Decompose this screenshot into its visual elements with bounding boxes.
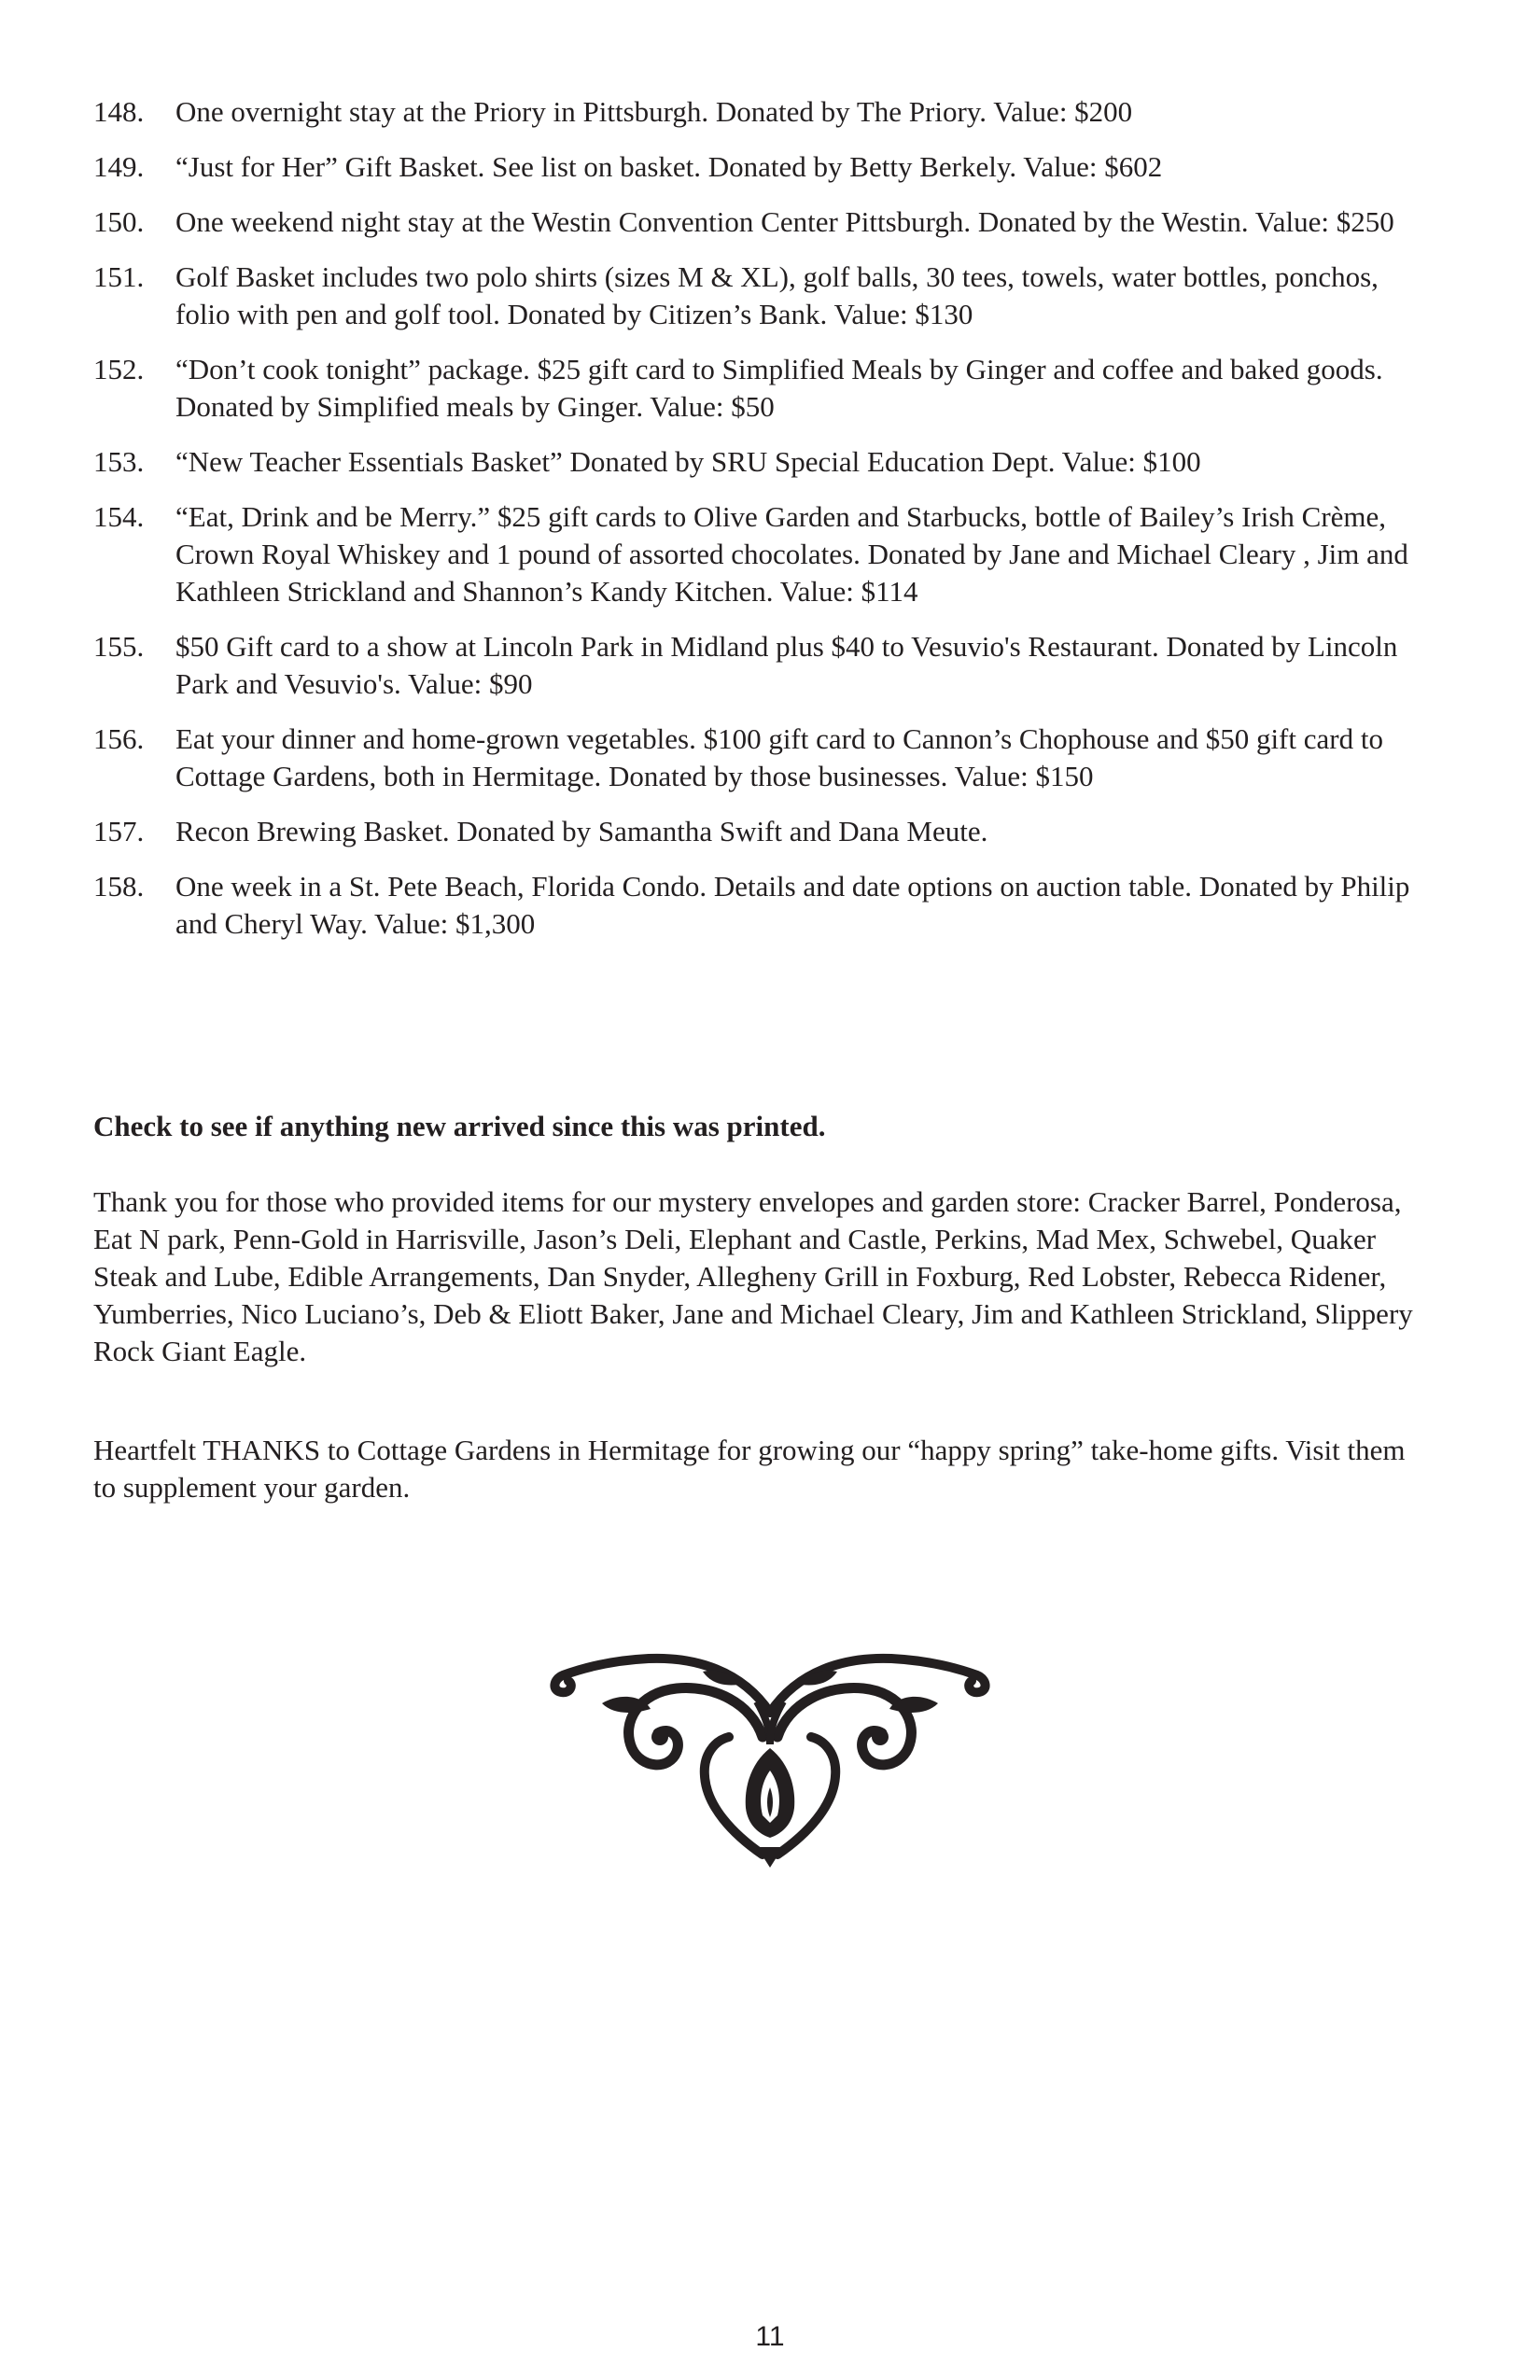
list-item [93, 351, 1447, 426]
item-number: 156. [93, 722, 145, 755]
floral-ornament-icon [546, 1647, 994, 1871]
item-number: 152. [93, 353, 145, 385]
item-description: Eat your dinner and home-grown vegetables. $100 gift card to Cannon’s Chophouse and $50 gift card to Cottage Gardens, both in Hermitage. Donated by those businesses. Value: $150 [175, 722, 1383, 792]
list-item [93, 498, 1447, 610]
item-description: Golf Basket includes two polo shirts (sizes M & XL), golf balls, 30 tees, towels, water bottles, ponchos, folio with pen and golf tool. Donated by Citizen’s Bank. Value: $130 [175, 260, 1379, 330]
list-item [93, 868, 1447, 943]
item-description: $50 Gift card to a show at Lincoln Park in Midland plus $40 to Vesuvio's Restaurant. Donated by Lincoln Park and Vesuvio's. Value: $90 [175, 630, 1398, 700]
item-number: 157. [93, 815, 145, 847]
item-description: “Just for Her” Gift Basket. See list on basket. Donated by Betty Berkely. Value: $602 [175, 150, 1163, 183]
item-description: “New Teacher Essentials Basket” Donated by SRU Special Education Dept. Value: $100 [175, 445, 1201, 478]
item-description: “Eat, Drink and be Merry.” $25 gift cards to Olive Garden and Starbucks, bottle of Bailey’s Irish Crème, Crown Royal Whiskey and 1 pound of assorted chocolates. Donated by Jane and Michael Cleary , Jim and Kathleen Strickland and Shannon’s Kandy Kitchen. Value: $114 [175, 500, 1408, 608]
heartfelt-thanks-paragraph: Heartfelt THANKS to Cottage Gardens in Hermitage for growing our “happy spring” take-home gifts. Visit them to supplement your garden. [93, 1434, 1406, 1504]
auction-item-list [93, 93, 1447, 960]
item-number: 148. [93, 95, 145, 128]
item-description: Recon Brewing Basket. Donated by Samantha Swift and Dana Meute. [175, 815, 988, 847]
item-description: “Don’t cook tonight” package. $25 gift card to Simplified Meals by Ginger and coffee and baked goods. Donated by Simplified meals by Ginger. Value: $50 [175, 353, 1383, 423]
item-description: One week in a St. Pete Beach, Florida Condo. Details and date options on auction table. Donated by Philip and Cheryl Way. Value: $1,300 [175, 870, 1410, 940]
list-item [93, 203, 1447, 241]
thank-you-paragraph: Thank you for those who provided items for our mystery envelopes and garden store: Cracker Barrel, Ponderosa, Eat N park, Penn-Gold in Harrisville, Jason’s Deli, Elephant and Castle, Perkins, Mad Mex, Schwebel, Quaker Steak and Lube, Edible Arrangements, Dan Snyder, Allegheny Grill in Foxburg, Red Lobster, Rebecca Ridener, Yumberries, Nico Luciano’s, Deb & Eliott Baker, Jane and Michael Cleary, Jim and Kathleen Strickland, Slippery Rock Giant Eagle. [93, 1185, 1413, 1367]
list-item [93, 148, 1447, 186]
list-item [93, 93, 1447, 131]
item-number: 158. [93, 870, 145, 903]
item-number: 151. [93, 260, 145, 293]
page-number: 11 [755, 2321, 785, 2352]
check-new-items-note: Check to see if anything new arrived since this was printed. [93, 1110, 826, 1142]
list-item [93, 628, 1447, 703]
item-description: One overnight stay at the Priory in Pittsburgh. Donated by The Priory. Value: $200 [175, 95, 1133, 128]
item-number: 153. [93, 445, 145, 478]
list-item [93, 259, 1447, 333]
item-number: 149. [93, 150, 145, 183]
list-item [93, 813, 1447, 850]
list-item [93, 721, 1447, 795]
item-number: 150. [93, 205, 145, 238]
item-number: 154. [93, 500, 145, 533]
item-description: One weekend night stay at the Westin Convention Center Pittsburgh. Donated by the Westin. Value: $250 [175, 205, 1394, 238]
item-number: 155. [93, 630, 145, 663]
list-item [93, 443, 1447, 481]
